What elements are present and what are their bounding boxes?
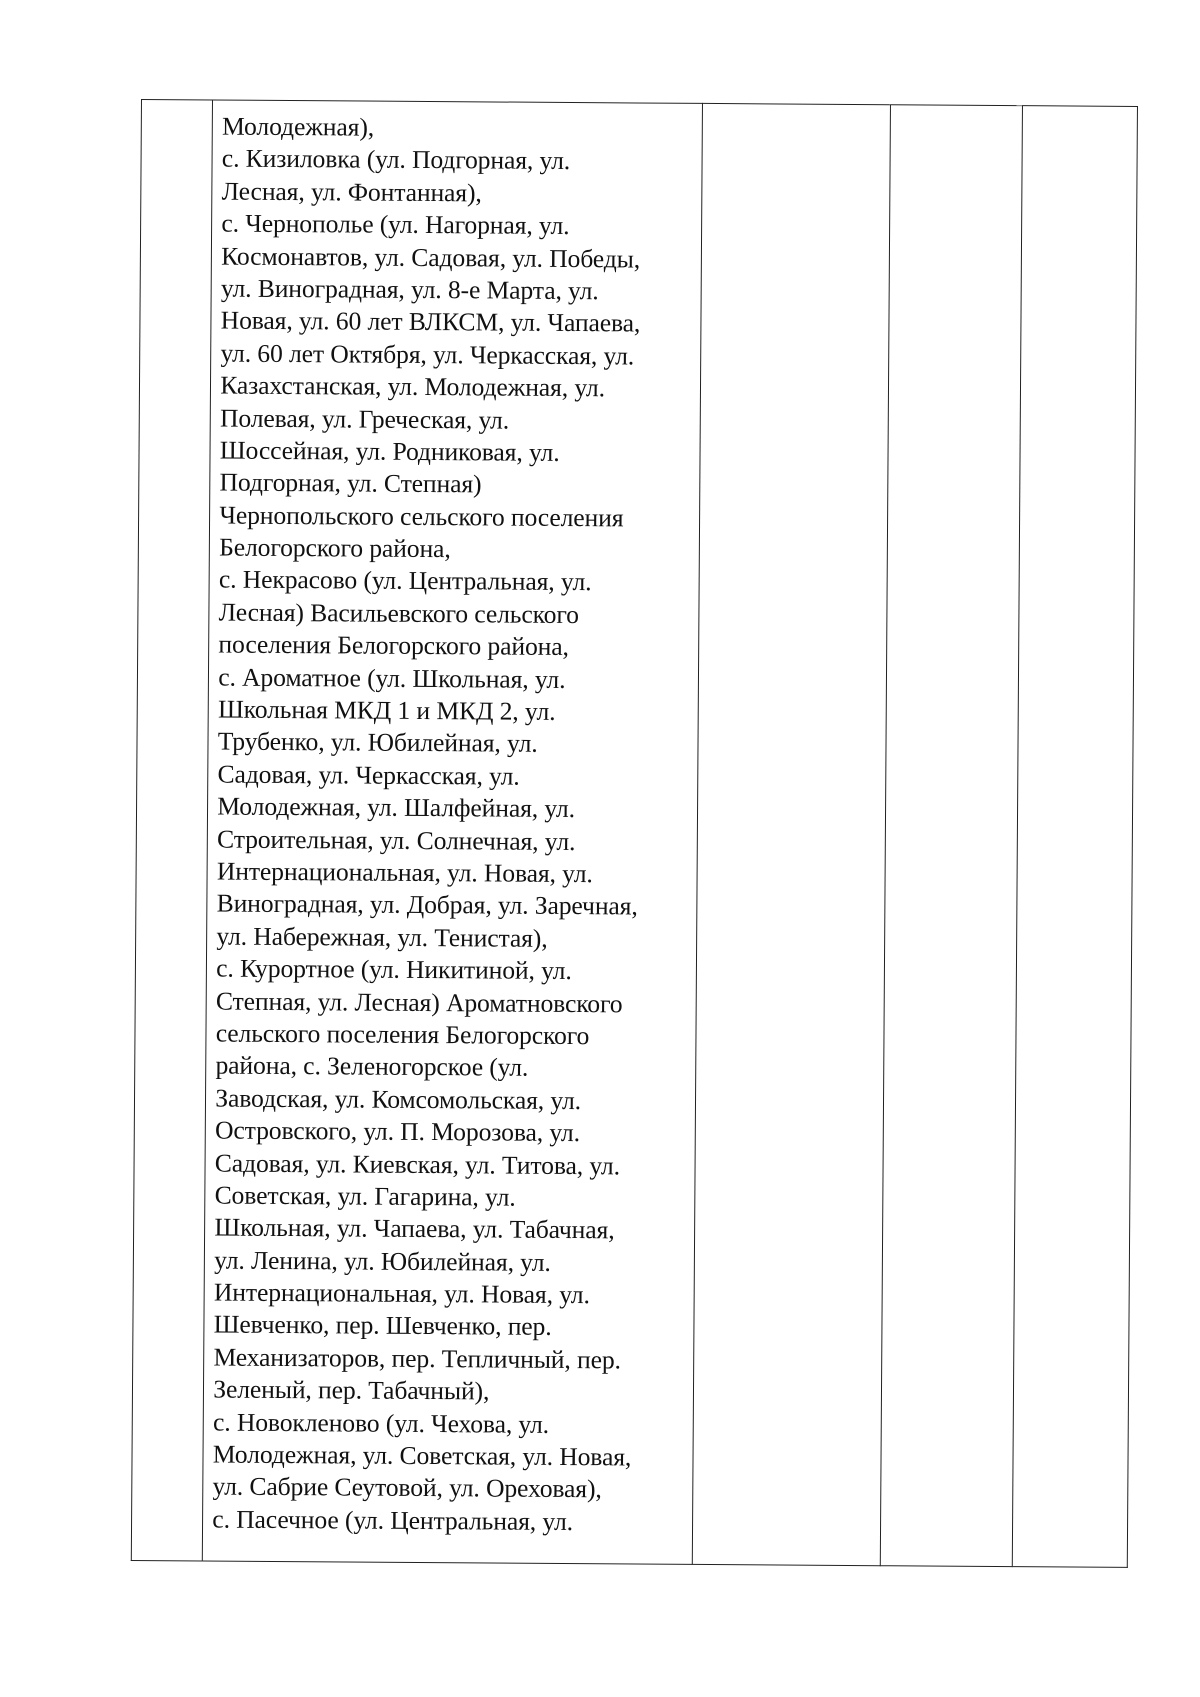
text-line: Полевая, ул. Греческая, ул. (219, 403, 510, 435)
text-line: Интернациональная, ул. Новая, ул. (216, 856, 593, 889)
text-line: поселения Белогорского района, (218, 629, 569, 662)
text-line: сельского поселения Белогорского (215, 1018, 590, 1051)
text-line: Молодежная, ул. Шалфейная, ул. (217, 791, 576, 824)
text-line: ул. Виноградная, ул. 8-е Марта, ул. (220, 273, 599, 306)
text-line: Советская, ул. Гагарина, ул. (214, 1180, 516, 1212)
text-line: с. Новокленово (ул. Чехова, ул. (212, 1407, 550, 1439)
text-line: района, с. Зеленогорское (ул. (215, 1050, 529, 1083)
text-line: Интернациональная, ул. Новая, ул. (213, 1277, 590, 1310)
text-line: Космонавтов, ул. Садовая, ул. Победы, (221, 241, 641, 274)
text-line: Школьная, ул. Чапаева, ул. Табачная, (214, 1212, 615, 1245)
empty-cell (880, 105, 1022, 1567)
text-line: Шоссейная, ул. Родниковая, ул. (219, 435, 560, 467)
text-line: с. Чернополье (ул. Нагорная, ул. (221, 208, 570, 241)
text-line: ул. Набережная, ул. Тенистая), (216, 921, 548, 953)
text-line: Заводская, ул. Комсомольская, ул. (215, 1083, 582, 1115)
number-cell (131, 100, 212, 1561)
table-row (131, 100, 1137, 1568)
text-line: ул. 60 лет Октября, ул. Черкасская, ул. (220, 338, 635, 371)
address-table (131, 99, 1138, 1568)
text-line: Зеленый, пер. Табачный), (213, 1374, 490, 1406)
text-line: ул. Сабрие Сеутовой, ул. Ореховая), (212, 1471, 602, 1504)
text-line: Садовая, ул. Черкасская, ул. (217, 759, 520, 791)
empty-cell (1012, 106, 1138, 1568)
text-line: Строительная, ул. Солнечная, ул. (217, 824, 576, 856)
text-line: Молодежная, ул. Советская, ул. Новая, (212, 1439, 632, 1472)
text-line: Механизаторов, пер. Тепличный, пер. (213, 1342, 622, 1375)
text-line: ул. Ленина, ул. Юбилейная, ул. (214, 1245, 551, 1277)
text-line: Молодежная), (221, 111, 375, 142)
text-line: Островского, ул. П. Морозова, ул. (214, 1115, 581, 1148)
text-line: Лесная, ул. Фонтанная), (221, 176, 482, 208)
text-line: с. Некрасово (ул. Центральная, ул. (218, 565, 592, 597)
text-line: Школьная МКД 1 и МКД 2, ул. (217, 694, 556, 726)
text-line: Казахстанская, ул. Молодежная, ул. (220, 370, 606, 403)
text-line: Шевченко, пер. Шевченко, пер. (213, 1309, 552, 1342)
text-line: с. Курортное (ул. Никитиной, ул. (216, 953, 572, 986)
text-line: Степная, ул. Лесная) Ароматновского (215, 986, 623, 1018)
text-line: с. Кизиловка (ул. Подгорная, ул. (221, 143, 571, 176)
text-line: Подгорная, ул. Степная) (219, 467, 482, 499)
address-cell (203, 100, 703, 1564)
text-line: Трубенко, ул. Юбилейная, ул. (217, 726, 538, 759)
text-line: Садовая, ул. Киевская, ул. Титова, ул. (214, 1148, 621, 1180)
text-line: Новая, ул. 60 лет ВЛКСМ, ул. Чапаева, (220, 305, 641, 338)
text-line: с. Пасечное (ул. Центральная, ул. (212, 1504, 574, 1536)
text-line: Лесная) Васильевского сельского (218, 597, 579, 629)
text-line: Чернопольского сельского поселения (219, 500, 624, 533)
address-text (203, 101, 702, 1540)
text-line: с. Ароматное (ул. Школьная, ул. (218, 662, 566, 694)
text-line: Белогорского района, (219, 532, 451, 564)
empty-cell (693, 103, 891, 1565)
text-line: Виноградная, ул. Добрая, ул. Заречная, (216, 888, 638, 921)
